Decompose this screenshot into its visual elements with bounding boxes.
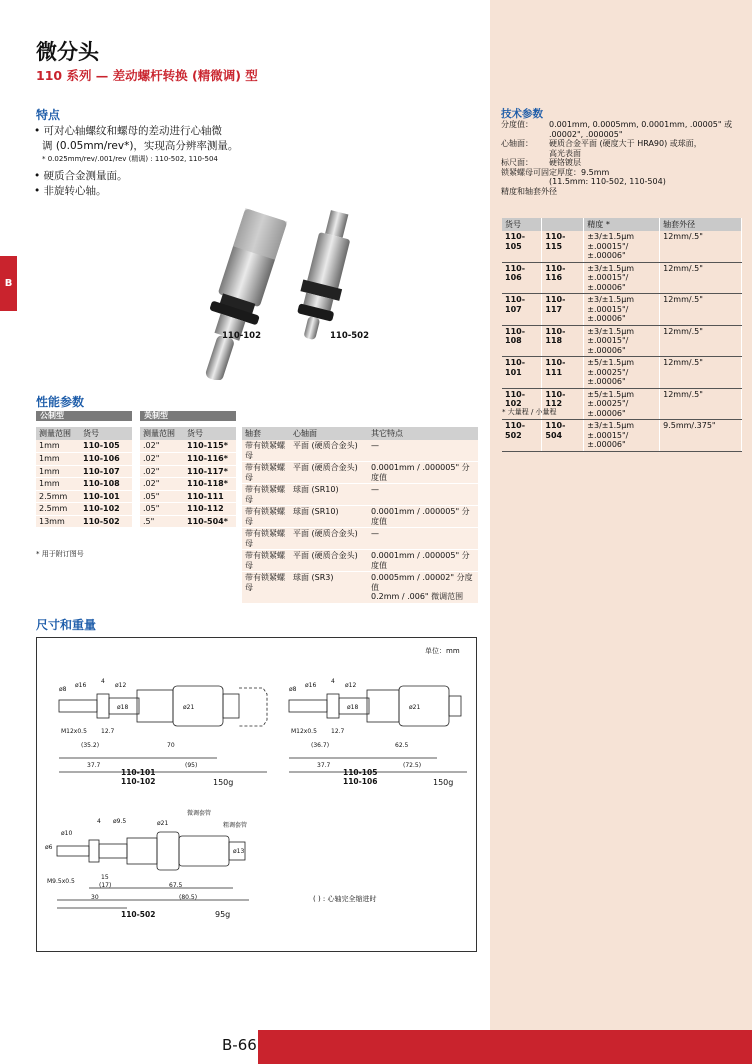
table-cell: 110-106: [502, 262, 542, 294]
spec-value: 高光表面: [549, 148, 581, 158]
table-row: [242, 550, 478, 572]
table-cell: 1mm: [36, 440, 80, 453]
dim-label: 62.5: [395, 742, 409, 749]
dim-label: ø13: [233, 848, 245, 855]
table-row: [140, 440, 236, 453]
spec-value: .00002", .000005": [549, 129, 623, 139]
table-row: [36, 440, 132, 453]
table-cell: 110-112: [542, 388, 584, 420]
table-header: 精度 *: [584, 218, 660, 231]
table-row: [502, 357, 742, 389]
table-note: * 用于附订图号: [36, 550, 84, 558]
table-row: [36, 453, 132, 466]
table-header: 轴套外径: [660, 218, 742, 231]
table-cell: 1mm: [36, 478, 80, 491]
dim-label: 70: [167, 742, 175, 749]
table-header: 轴套: [242, 427, 290, 440]
table-cell: 平面 (硬质合金头): [290, 528, 368, 550]
table-cell: 110-112: [184, 503, 236, 516]
dim-label: ø12: [345, 682, 357, 689]
table-cell: 110-118*: [184, 478, 236, 491]
table-header: 其它特点: [368, 427, 478, 440]
model-number: 110-105: [343, 768, 378, 777]
table-header: 货号: [502, 218, 542, 231]
model-number: 110-106: [343, 777, 378, 786]
cell-line: ±.00015"/±.00006": [587, 273, 629, 292]
callout-label: 微调套管: [187, 810, 212, 817]
dim-label: ø21: [409, 704, 421, 711]
cell-line: ±3/±1.5μm: [587, 232, 635, 241]
drawing-110-502: [57, 832, 249, 908]
table-cell: 110-102: [502, 388, 542, 420]
table-cell: 110-502: [80, 515, 132, 528]
drawing-lines: [37, 638, 478, 953]
table-cell: 110-502: [502, 420, 542, 452]
table-cell: 带有锁紧螺母: [242, 572, 290, 604]
table-cell: .5": [140, 515, 184, 528]
table-header: 货号: [184, 427, 236, 440]
dim-label: ø18: [117, 704, 129, 711]
table-row: [242, 462, 478, 484]
dim-label: 4: [97, 818, 101, 825]
spec-line: 精度和轴套外径: [501, 186, 557, 196]
table-cell: 0.0001mm / .000005" 分度值: [368, 506, 478, 528]
cell-line: ±.00015"/±.00006": [587, 430, 629, 449]
dim-label: 4: [101, 678, 105, 685]
table-cell: 带有锁紧螺母: [242, 462, 290, 484]
table-cell: [584, 388, 660, 420]
metric-table: [36, 427, 132, 528]
features-list: [34, 124, 264, 199]
table-cell: 110-105: [502, 231, 542, 262]
table-row: [36, 515, 132, 528]
photo-label: 110-502: [330, 331, 370, 341]
table-cell: [368, 572, 478, 604]
table-cell: 110-116*: [184, 453, 236, 466]
table-header: 心轴面: [290, 427, 368, 440]
dim-label: ø12: [115, 682, 127, 689]
dim-label: M12x0.5: [291, 728, 317, 735]
unit-label: 单位：mm: [425, 647, 460, 655]
table-cell: 2.5mm: [36, 503, 80, 516]
callout-label: 粗调套管: [223, 822, 248, 829]
table-cell: 平面 (硬质合金头): [290, 462, 368, 484]
table-cell: 110-107: [502, 294, 542, 326]
table-row: [502, 231, 742, 262]
table-note: * 大量程 / 小量程: [502, 408, 557, 416]
table-cell: 带有锁紧螺母: [242, 440, 290, 462]
micrometer-head-110-102-image: [189, 207, 290, 380]
table-row: [36, 478, 132, 491]
cell-line: ±5/±1.5μm: [587, 389, 635, 399]
page-number: B-66: [222, 1036, 257, 1054]
table-row: [502, 325, 742, 357]
table-row: [242, 506, 478, 528]
dim-label: 4: [331, 678, 335, 685]
dim-label: (72.5): [403, 762, 422, 769]
table-cell: 110-101: [80, 490, 132, 503]
table-cell: .05": [140, 503, 184, 516]
table-cell: 110-108: [80, 478, 132, 491]
table-row: [502, 262, 742, 294]
attributes-table: [242, 427, 478, 604]
table-cell: —: [368, 484, 478, 506]
feature-item: • 硬质合金测量面。: [34, 170, 128, 182]
table-row: [242, 528, 478, 550]
cell-line: ±3/±1.5μm: [587, 263, 635, 273]
performance-heading: 性能参数: [36, 395, 85, 409]
table-cell: 110-117*: [184, 465, 236, 478]
table-cell: 110-504*: [184, 515, 236, 528]
table-cell: 110-111: [542, 357, 584, 389]
table-cell: .02": [140, 478, 184, 491]
dimensions-heading: 尺寸和重量: [36, 618, 97, 632]
feature-item: • 可对心轴螺纹和螺母的差动进行心轴微: [34, 125, 223, 137]
table-cell: 平面 (硬质合金头): [290, 550, 368, 572]
table-cell: 110-115*: [184, 440, 236, 453]
table-cell: 110-117: [542, 294, 584, 326]
table-cell: 球面 (SR10): [290, 484, 368, 506]
table-cell: 110-116: [542, 262, 584, 294]
cell-line: ±3/±1.5μm: [587, 326, 635, 336]
table-row: [242, 572, 478, 604]
table-cell: 110-107: [80, 465, 132, 478]
model-label: [121, 768, 155, 786]
inch-table: [140, 427, 236, 528]
table-row: [140, 465, 236, 478]
table-cell: 1mm: [36, 453, 80, 466]
weight-label: 150g: [213, 778, 234, 787]
cell-line: 0.2mm / .006" 微调范围: [371, 592, 464, 601]
table-header: 测量范围: [36, 427, 80, 440]
table-cell: 1mm: [36, 465, 80, 478]
table-cell: 9.5mm/.375": [660, 420, 742, 452]
cell-line: ±.00015"/±.00006": [587, 304, 629, 323]
product-photos: [150, 200, 380, 380]
dim-label: M12x0.5: [61, 728, 87, 735]
table-cell: 110-111: [184, 490, 236, 503]
table-cell: .02": [140, 453, 184, 466]
legend-note: ( ) : 心轴完全缩进时: [313, 895, 377, 903]
table-cell: 12mm/.5": [660, 357, 742, 389]
table-row: [36, 465, 132, 478]
table-row: [140, 503, 236, 516]
table-cell: 110-115: [542, 231, 584, 262]
dim-label: 67.5: [169, 882, 183, 889]
feature-item-cont: 调 (0.05mm/rev*)，实现高分辨率测量。: [42, 140, 239, 152]
cell-line: ±3/±1.5μm: [587, 421, 635, 430]
footer-bar: [258, 1030, 752, 1064]
dim-label: (17): [99, 882, 112, 889]
dim-label: ø8: [59, 686, 67, 693]
table-row: [140, 453, 236, 466]
table-cell: 带有锁紧螺母: [242, 550, 290, 572]
table-row: [502, 420, 742, 452]
table-cell: 带有锁紧螺母: [242, 528, 290, 550]
table-cell: .05": [140, 490, 184, 503]
dim-label: 12.7: [101, 728, 115, 735]
table-cell: [584, 357, 660, 389]
photo-label: 110-102: [222, 331, 262, 341]
table-cell: 带有锁紧螺母: [242, 484, 290, 506]
cell-line: ±.00025"/±.00006": [587, 399, 629, 418]
inch-band: 英制型: [140, 411, 236, 421]
metric-band: 公制型: [36, 411, 132, 421]
page-subtitle: 110 系列 — 差动螺杆转换 (精微调) 型: [36, 68, 258, 83]
table-cell: 12mm/.5": [660, 388, 742, 420]
cell-line: ±.00025"/±.00006": [587, 367, 629, 386]
table-cell: [584, 294, 660, 326]
table-cell: [584, 262, 660, 294]
page-title: 微分头: [36, 40, 99, 64]
table-header: [542, 218, 584, 231]
table-cell: 110-118: [542, 325, 584, 357]
table-cell: 带有锁紧螺母: [242, 506, 290, 528]
model-label: 110-502: [121, 910, 156, 919]
table-row: [36, 503, 132, 516]
weight-label: 95g: [215, 910, 231, 919]
table-cell: 110-504: [542, 420, 584, 452]
feature-item: • 非旋转心轴。: [34, 185, 107, 197]
model-label: [343, 768, 377, 786]
dim-label: ø16: [75, 682, 87, 689]
table-cell: [584, 231, 660, 262]
dim-label: ø21: [157, 820, 169, 827]
spec-heading: 技术参数: [501, 108, 543, 120]
dim-label: ø9.5: [113, 818, 127, 825]
table-cell: 12mm/.5": [660, 294, 742, 326]
table-cell: [584, 420, 660, 452]
table-cell: 110-105: [80, 440, 132, 453]
spec-value: 0.001mm, 0.0005mm, 0.0001mm, .00005" 或: [549, 120, 733, 129]
spec-key: 分度值：: [501, 120, 533, 129]
cell-line: ±3/±1.5μm: [587, 295, 635, 304]
dim-label: 30: [91, 894, 99, 901]
spec-block: [501, 120, 741, 196]
dim-label: ø8: [289, 686, 297, 693]
cell-line: ±.00015"/±.00006": [587, 241, 629, 260]
cell-line: 0.0005mm / .00002" 分度值: [371, 573, 473, 592]
spec-line: (11.5mm: 110-502, 110-504): [549, 177, 666, 186]
table-cell: 2.5mm: [36, 490, 80, 503]
dim-label: (80.5): [179, 894, 198, 901]
table-cell: 12mm/.5": [660, 231, 742, 262]
table-cell: 13mm: [36, 515, 80, 528]
dim-label: ø10: [61, 830, 73, 837]
table-cell: 110-102: [80, 503, 132, 516]
table-row: [140, 478, 236, 491]
spec-key: 心轴面：: [501, 139, 533, 148]
micrometer-head-110-502-image: [290, 208, 360, 344]
cell-line: ±5/±1.5μm: [587, 358, 635, 367]
section-tab[interactable]: B: [0, 256, 17, 311]
spec-line: 锁紧螺母可固定厚度：9.5mm: [501, 167, 610, 177]
feature-note: * 0.025mm/rev/.001/rev (精调) : 110-502, 110-504: [42, 155, 218, 163]
table-cell: 0.0001mm / .000005" 分度值: [368, 462, 478, 484]
table-header: 货号: [80, 427, 132, 440]
dim-label: ø21: [183, 704, 195, 711]
table-cell: 12mm/.5": [660, 262, 742, 294]
table-cell: —: [368, 440, 478, 462]
model-number: 110-102: [121, 777, 156, 786]
table-cell: 球面 (SR10): [290, 506, 368, 528]
table-row: [36, 490, 132, 503]
table-header: 测量范围: [140, 427, 184, 440]
table-row: [242, 484, 478, 506]
dim-label: (36.7): [311, 742, 330, 749]
table-cell: .02": [140, 440, 184, 453]
dim-label: (35.2): [81, 742, 100, 749]
dimension-drawings: [36, 637, 477, 952]
features-heading: 特点: [36, 108, 61, 122]
dim-label: ø6: [45, 844, 53, 851]
dim-label: ø16: [305, 682, 317, 689]
drawing-110-101: [59, 686, 267, 772]
table-row: [140, 490, 236, 503]
spec-key: 标尺面：: [501, 158, 533, 167]
table-row: [502, 294, 742, 326]
cell-line: ±.00015"/±.00006": [587, 336, 629, 355]
table-cell: 平面 (硬质合金头): [290, 440, 368, 462]
table-row: [242, 440, 478, 462]
dim-label: 37.7: [87, 762, 101, 769]
dim-label: M9.5x0.5: [47, 878, 75, 885]
dim-label: (95): [185, 762, 198, 769]
table-cell: [584, 325, 660, 357]
dim-label: ø18: [347, 704, 359, 711]
table-cell: —: [368, 528, 478, 550]
table-cell: 12mm/.5": [660, 325, 742, 357]
table-cell: 0.0001mm / .000005" 分度值: [368, 550, 478, 572]
weight-label: 150g: [433, 778, 454, 787]
table-cell: 球面 (SR3): [290, 572, 368, 604]
table-row: [140, 515, 236, 528]
dim-label: 37.7: [317, 762, 331, 769]
table-cell: 110-106: [80, 453, 132, 466]
spec-value: 硬铬镀层: [549, 158, 581, 167]
model-number: 110-101: [121, 768, 156, 777]
dim-label: 12.7: [331, 728, 345, 735]
table-cell: .02": [140, 465, 184, 478]
table-cell: 110-108: [502, 325, 542, 357]
dim-label: 15: [101, 874, 109, 881]
table-cell: 110-101: [502, 357, 542, 389]
spec-value: 硬质合金平面 (硬度大于 HRA90) 或球面，: [549, 139, 702, 148]
